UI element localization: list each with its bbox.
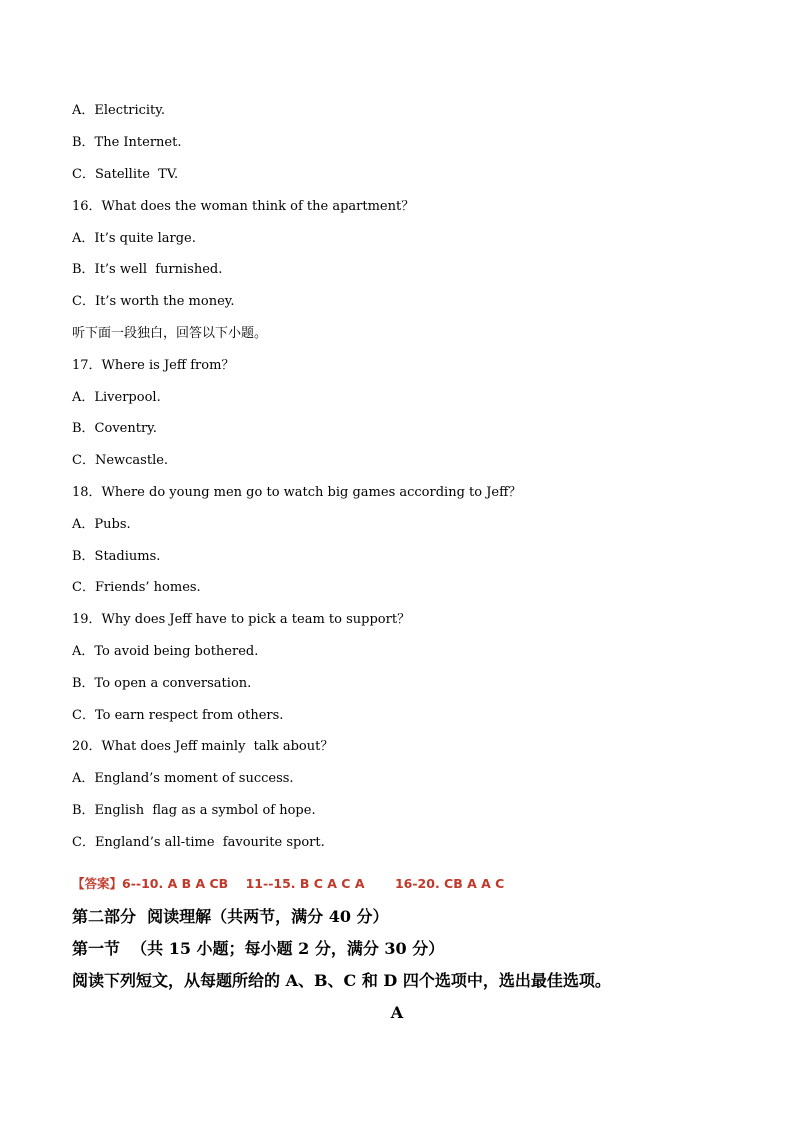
option-a: A．Liverpool. <box>72 390 161 405</box>
option-c: C．England’s all-time favourite sport. <box>72 835 325 850</box>
option-c: C．Satellite TV. <box>72 167 179 182</box>
question-16: 16．What does the woman think of the apartment？ <box>72 199 415 214</box>
option-b: B．It’s well furnished. <box>72 262 223 277</box>
option-c: C．Newcastle. <box>72 453 169 468</box>
reading-instruction: 阅读下列短文，从每题所给的 A、B、C 和 D 四个选项中，选出最佳选项。 <box>72 971 611 990</box>
option-b: B．Stadiums. <box>72 549 161 564</box>
option-c: C．It’s worth the money. <box>72 294 235 309</box>
passage-label: A <box>390 1003 404 1022</box>
option-b: B．The Internet. <box>72 135 182 150</box>
option-a: A．Pubs. <box>72 517 131 532</box>
option-c: C．Friends’ homes. <box>72 580 201 595</box>
part-title: 第二部分 阅读理解（共两节，满分 40 分） <box>72 907 389 926</box>
option-a: A．Electricity. <box>72 103 166 118</box>
option-a: A．It’s quite large. <box>72 231 196 246</box>
option-c: C．To earn respect from others. <box>72 708 284 723</box>
option-a: A．England’s moment of success. <box>72 771 294 786</box>
answer-key: 【答案】6--10. A B A CB 11--15. B C A C A 16-20. CB A A C <box>72 876 505 891</box>
question-18: 18．Where do young men go to watch big games according to Jeff？ <box>72 485 522 500</box>
option-b: B．Coventry. <box>72 421 157 436</box>
question-17: 17．Where is Jeff from？ <box>72 358 235 373</box>
question-20: 20．What does Jeff mainly talk about？ <box>72 739 334 754</box>
option-b: B．English flag as a symbol of hope. <box>72 803 316 818</box>
question-19: 19．Why does Jeff have to pick a team to support？ <box>72 612 411 627</box>
section-title: 第一节 （共 15 小题；每小题 2 分，满分 30 分） <box>72 939 445 958</box>
option-b: B．To open a conversation. <box>72 676 252 691</box>
option-a: A．To avoid being bothered. <box>72 644 259 659</box>
monologue-instruction: 听下面一段独白，回答以下小题。 <box>72 326 268 341</box>
